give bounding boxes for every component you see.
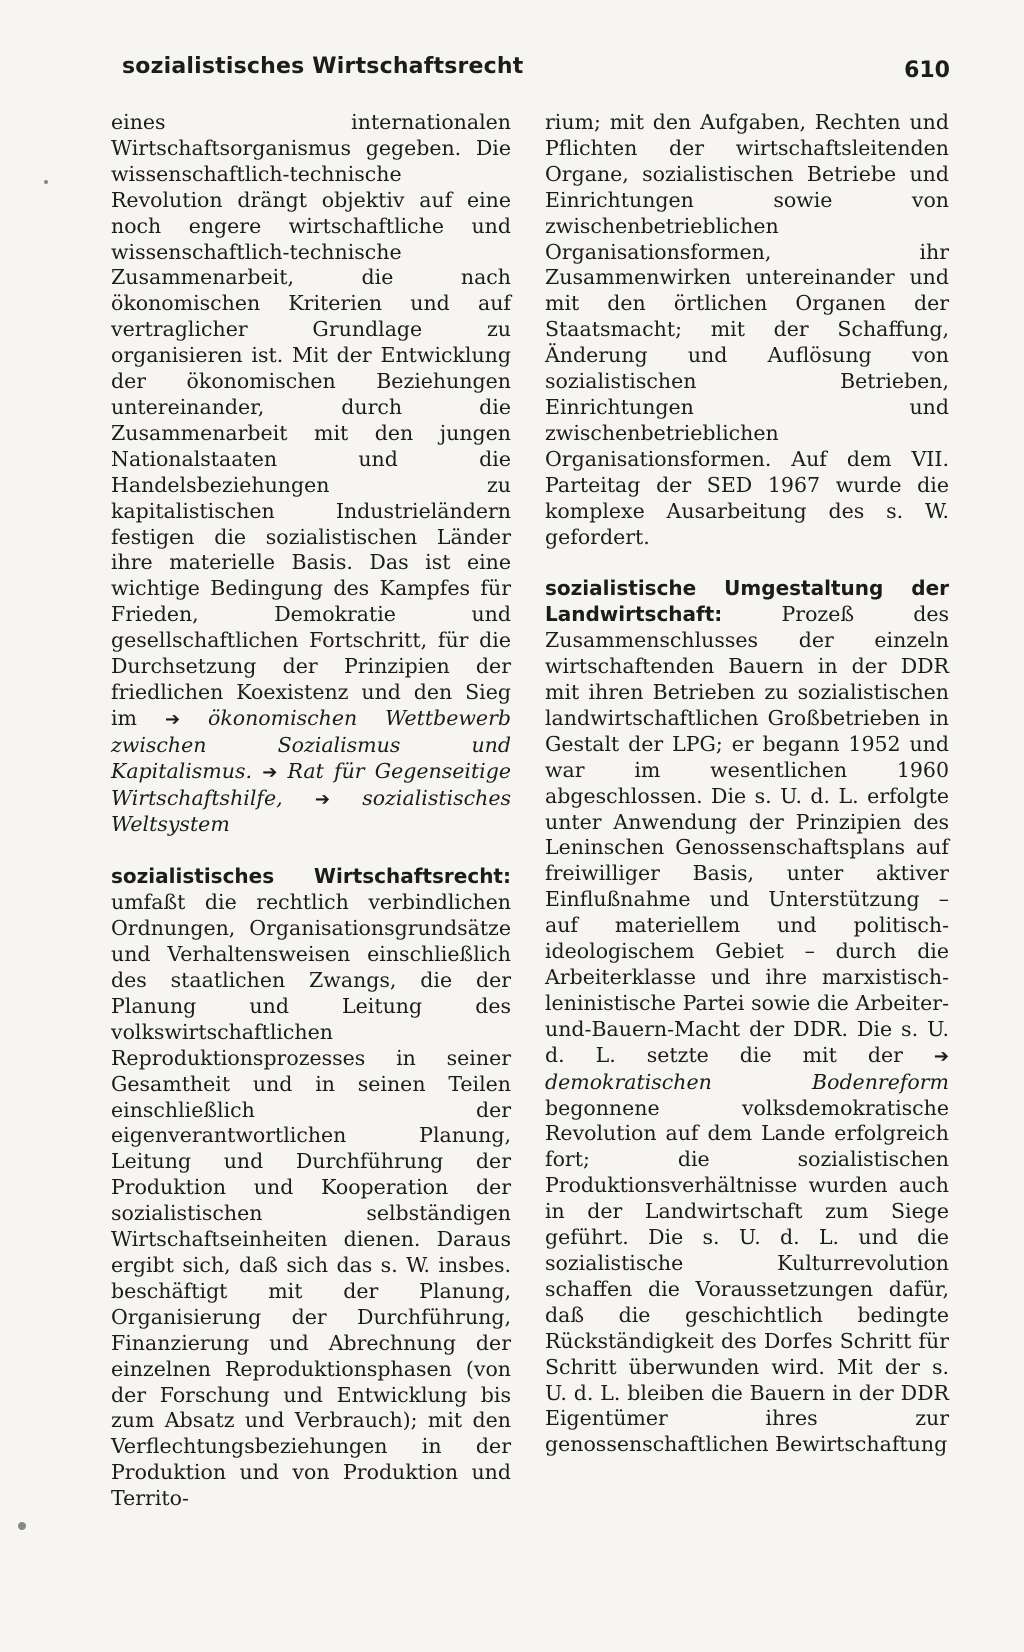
cross-reference-arrow-icon: ➔ (933, 1045, 949, 1067)
cross-reference-oekonomischer-wettbewerb[interactable]: ökonomischen Wettbewerb zwischen Sozialismus und Kapitalismus. (111, 705, 511, 783)
scan-speck-decoration (18, 1522, 26, 1530)
entry-sozialistisches-wirtschaftsrecht (111, 864, 511, 1512)
cross-reference-bodenreform[interactable]: demokratischen Bodenreform (545, 1069, 949, 1094)
left-column (111, 110, 511, 1512)
running-head: sozialistisches Wirtschaftsrecht (122, 54, 524, 79)
entry-body-part-1: Prozeß des Zusammenschlusses der einzeln wirtschaftenden Bauern in der DDR mit ihren Betrieben zu sozialistischen landwirtschaftlichen Großbetrieben in Gestalt der LPG; er begann 1952 und war im wesentlichen 1960 abgeschlossen. Die s. U. d. L. erfolgte unter Anwendung der Prinzipien des Leninschen Genossenschaftsplans auf freiwilliger Basis, unter aktiver Einflußnahme und Unterstützung – auf materiellem und politisch-ideologischem Gebiet – durch die Arbeiterklasse und ihre marxistisch-leninistische Partei sowie die Arbeiter-und-Bauern-Macht der DDR. Die s. U. d. L. setzte die mit der (545, 602, 949, 1067)
entry-body-part-2: begonnene volksdemokratische Revolution auf dem Lande erfolgreich fort; die sozialistischen Produktionsverhältnisse wurden auch in der Landwirtschaft zum Siege geführt. Die s. U. d. L. und die sozialistische Kulturrevolution schaffen die Voraussetzungen dafür, daß die geschichtlich bedingte Rückständigkeit des Dorfes Schritt für Schritt überwunden wird. Mit der s. U. d. L. bleiben die Bauern in der DDR Eigentümer ihres zur genossenschaftlichen Bewirtschaftung (545, 1095, 949, 1457)
entry-term: sozialistische Umgestaltung der Landwirtschaft: (545, 576, 949, 627)
entry-umgestaltung-landwirtschaft (545, 576, 949, 1458)
page-header (122, 54, 950, 94)
entry-continuation (111, 110, 511, 838)
continuation-text: eines internationalen Wirtschaftsorganismus gegeben. Die wissenschaftlich-technische Revolution drängt objektiv auf eine noch engere wirtschaftliche und wissenschaftlich-technische Zusammenarbeit, die nach ökonomischen Kriterien und auf vertraglicher Grundlage zu organisieren ist. Mit der Entwicklung der ökonomischen Beziehungen untereinander, durch die Zusammenarbeit mit den jungen Nationalstaaten und die Handelsbeziehungen zu kapitalistischen Industrieländern festigen die sozialistischen Länder ihre materielle Basis. Das ist eine wichtige Bedingung des Kampfes für Frieden, Demokratie und gesellschaftlichen Fortschritt, für die Durchsetzung der Prinzipien der friedlichen Koexistenz und den Sieg im (111, 110, 511, 730)
continuation-text: rium; mit den Aufgaben, Rechten und Pflichten der wirtschaftsleitenden Organe, sozialistischen Betriebe und Einrichtungen sowie von zwischenbetrieblichen Organisationsformen, ihr Zusammenwirken untereinander und mit den örtlichen Organen der Staatsmacht; mit der Schaffung, Änderung und Auflösung von sozialistischen Betrieben, Einrichtungen und zwischenbetrieblichen Organisationsformen. Auf dem VII. Parteitag der SED 1967 wurde die komplexe Ausarbeitung des s. W. gefordert. (545, 110, 949, 549)
entry-term: sozialistisches Wirtschaftsrecht: (111, 864, 511, 889)
entry-body: umfaßt die rechtlich verbindlichen Ordnungen, Organisationsgrundsätze und Verhaltensweisen einschließlich des staatlichen Zwangs, die der Planung und Leitung des volkswirtschaftlichen Reproduktionsprozesses in seiner Gesamtheit und in seinen Teilen einschließlich der eigenverantwortlichen Planung, Leitung und Durchführung der Produktion und Kooperation der sozialistischen selbständigen Wirtschaftseinheiten dienen. Daraus ergibt sich, daß sich das s. W. insbes. beschäftigt mit der Planung, Organisierung der Durchführung, Finanzierung und Abrechnung der einzelnen Reproduktionsphasen (von der Forschung und Entwicklung bis zum Absatz und Verbrauch); mit den Verflechtungsbeziehungen in der Produktion und von Produktion und Territo- (111, 890, 511, 1511)
cross-reference-arrow-icon: ➔ (314, 788, 330, 810)
cross-reference-arrow-icon: ➔ (262, 761, 278, 783)
entry-continuation (545, 110, 949, 550)
page-number: 610 (904, 58, 950, 83)
cross-reference-arrow-icon: ➔ (164, 708, 181, 730)
right-column (545, 110, 949, 1458)
cross-reference-rgw[interactable]: Rat für Gegenseitige Wirtschaftshilfe, (111, 758, 511, 810)
cross-reference-weltsystem[interactable]: sozialistisches Weltsystem (111, 785, 511, 837)
scan-speck-decoration (44, 180, 48, 184)
